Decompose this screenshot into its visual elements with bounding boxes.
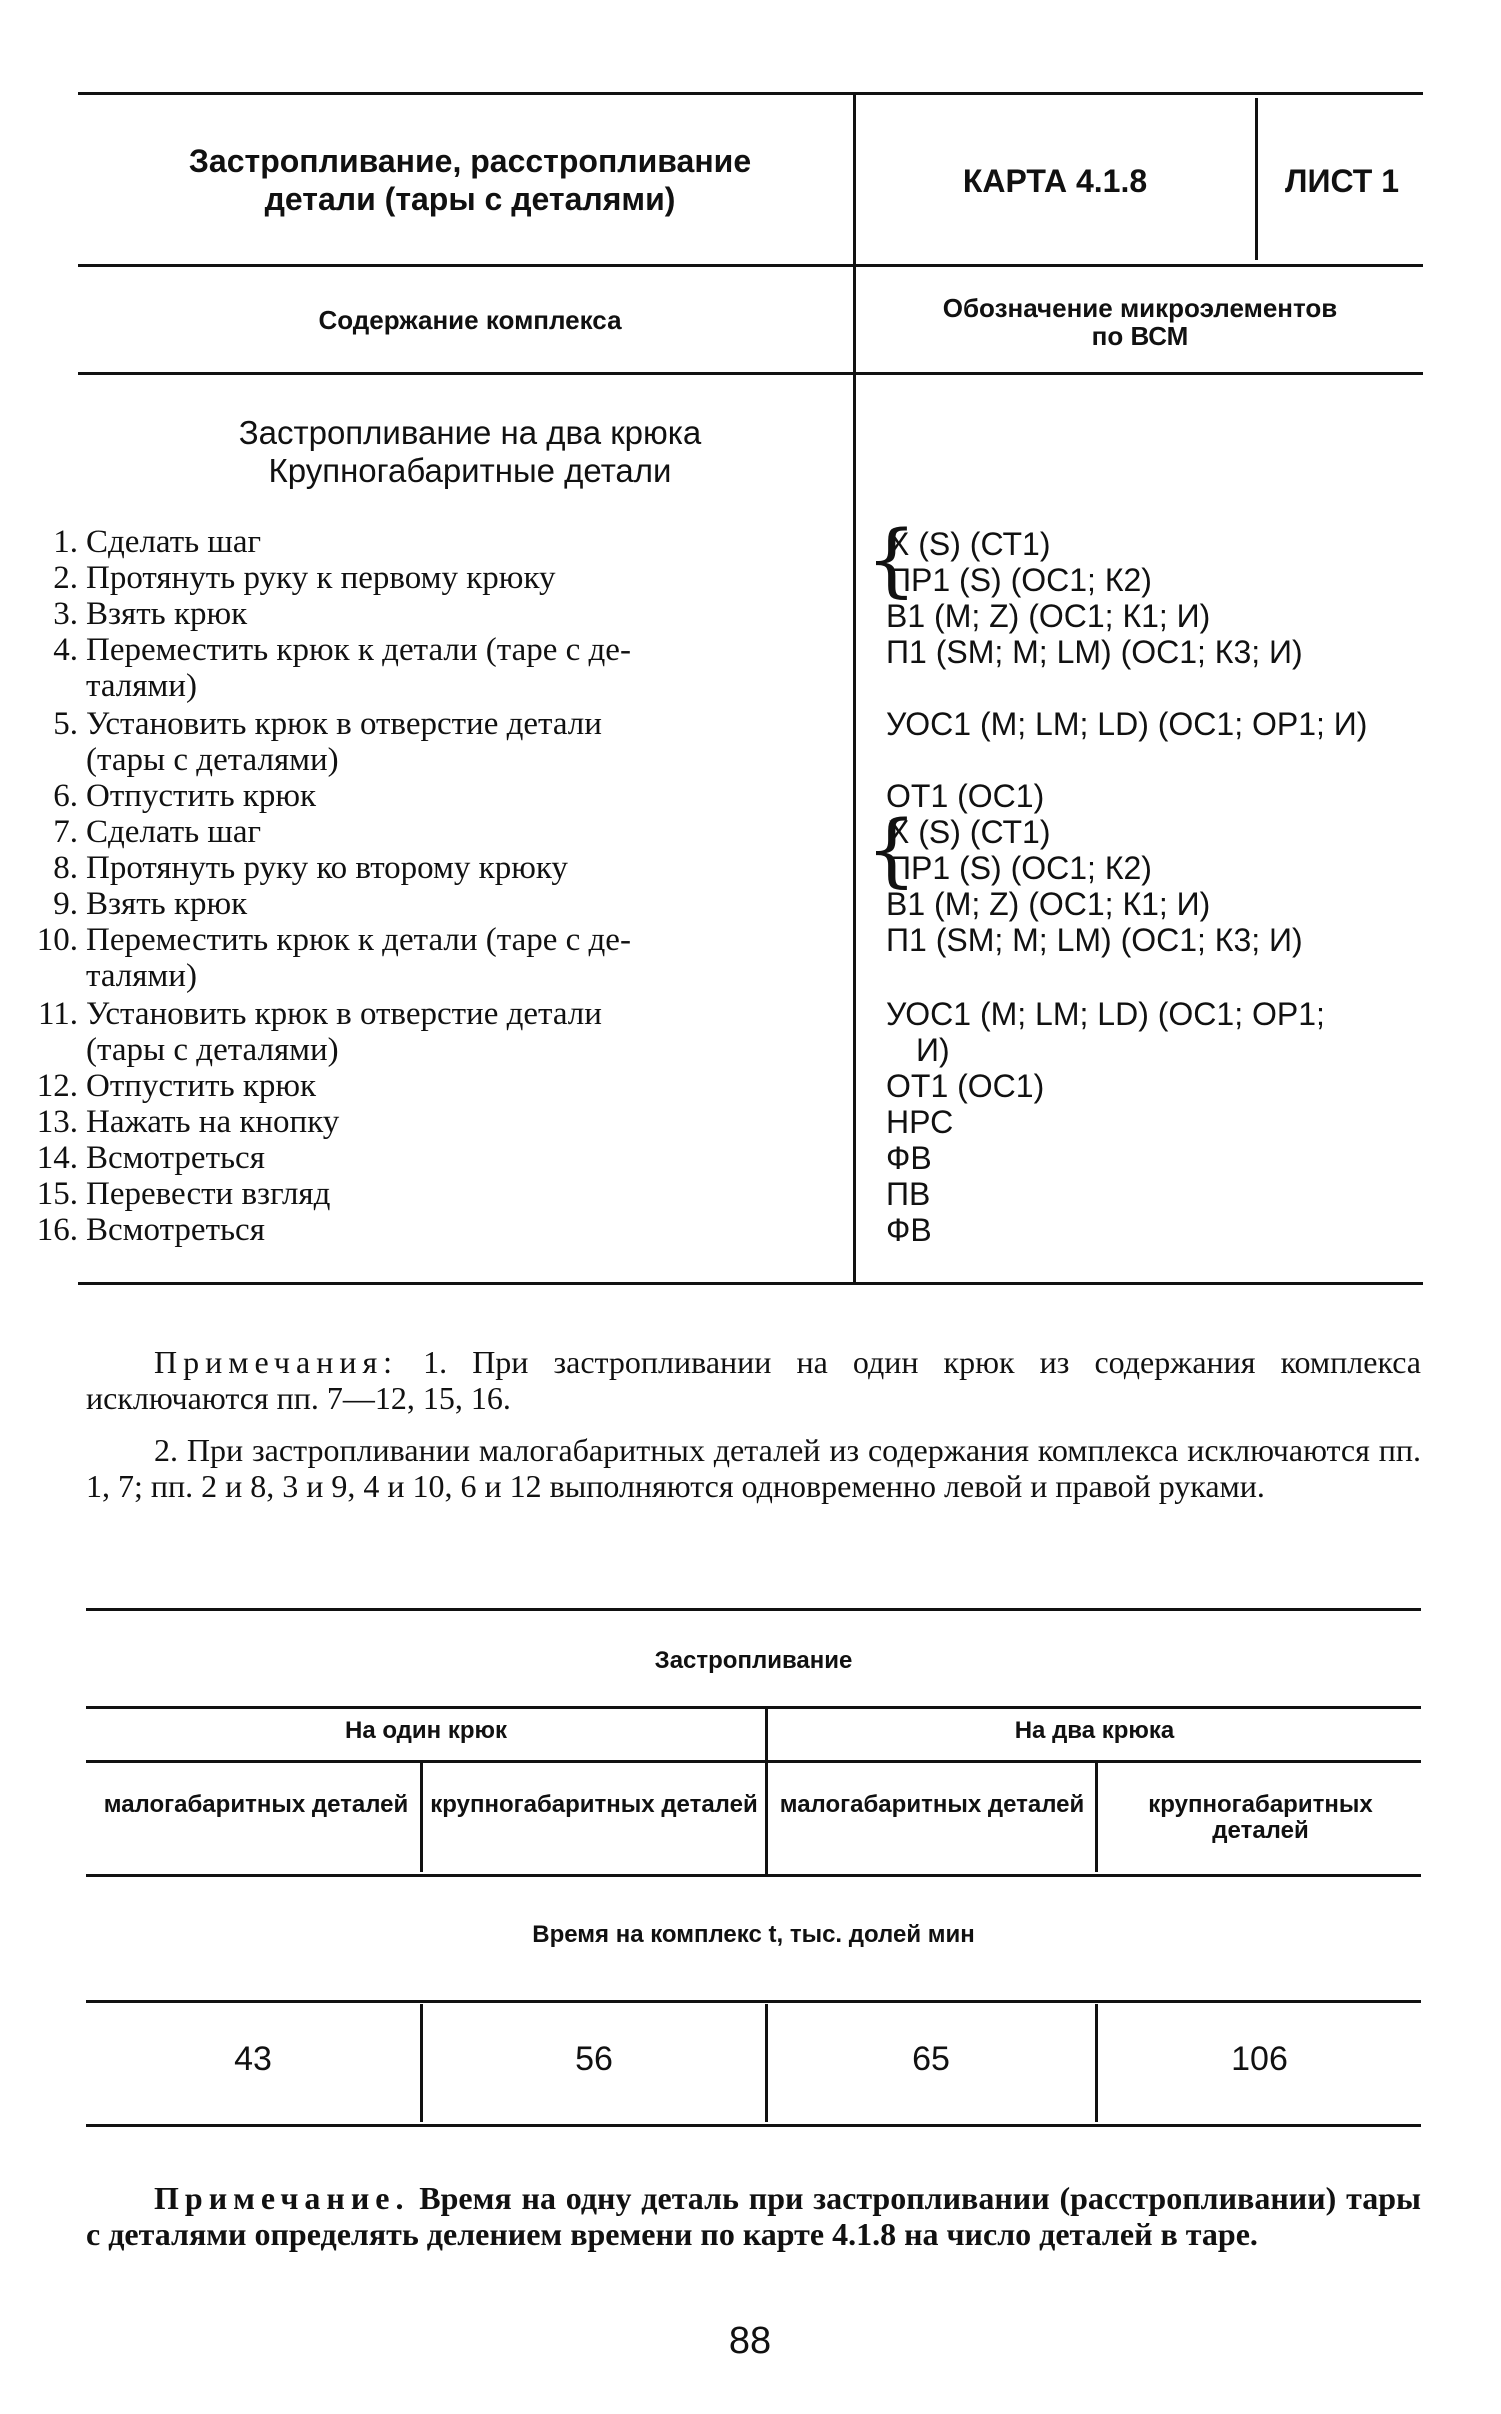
value-small-two-hooks: 65 <box>912 2040 950 2078</box>
step-11: 11. Установить крюк в отверстие детали <box>37 996 602 1032</box>
step-15: 15. Перевести взгляд <box>36 1176 331 1212</box>
section-title-line2: Крупногабаритные детали <box>268 452 672 489</box>
code-11: УОС1 (М; LМ; LD) (ОС1; ОР1; <box>886 996 1325 1032</box>
note-2: 2. При застропливании малогабаритных деталей из содержания комплекса исключаются пп. 1, 7; пп. 2 и 8, 3 и 9, 4 и 10, 6 и 12 выполняются одновременно левой и правой руками. <box>86 1432 1421 1504</box>
step-13: 13. Нажать на кнопку <box>36 1104 340 1140</box>
step-4: 4. Переместить крюк к детали (таре с де- <box>53 632 631 668</box>
values-top-rule <box>86 2000 1421 2003</box>
header-divider <box>853 92 856 1282</box>
footer-note <box>86 2180 1421 2252</box>
group-divider <box>765 1708 768 1874</box>
note-1-text: 1. При застропливании на один крюк из содержания комплекса исключаются пп. 7—12, 15, 16. <box>86 1344 1421 1416</box>
codes-header-line1: Обозначение микроэлементов <box>942 293 1338 323</box>
col-small-two-hooks: малогабаритных деталей <box>779 1791 1085 1818</box>
step-10: 10. Переместить крюк к детали (таре с де- <box>36 922 631 958</box>
step-6: 6. Отпустить крюк <box>53 778 317 814</box>
values-bottom-rule <box>86 2124 1421 2127</box>
brace-group-1: { <box>866 513 917 606</box>
step-16: 16. Всмотреться <box>36 1212 265 1248</box>
code-16: ФВ <box>886 1212 932 1248</box>
time-table-title-rule <box>86 1706 1421 1709</box>
code-15: ПВ <box>886 1176 931 1212</box>
group-rule <box>86 1760 1421 1763</box>
code-11-cont: И) <box>916 1032 950 1068</box>
columns-bottom-rule <box>78 372 1423 375</box>
value-large-two-hooks: 106 <box>1231 2040 1288 2078</box>
time-label: Время на комплекс t, тыс. долей мин <box>532 1921 975 1948</box>
code-10: П1 (SМ; М; LМ) (ОС1; К3; И) <box>886 922 1303 958</box>
col-large-one-hook: крупногабаритных деталей <box>430 1791 758 1818</box>
code-12: ОТ1 (ОС1) <box>886 1068 1045 1104</box>
footer-note-text: Время на одну деталь при застропливании (расстропливании) тары с деталями определять делением времени по карте 4.1.8 на число деталей в таре. <box>86 2180 1421 2252</box>
step-7: 7. Сделать шаг <box>53 814 262 850</box>
card-number: КАРТА 4.1.8 <box>962 163 1148 199</box>
step-3: 3. Взять крюк <box>53 596 248 632</box>
code-8: ПР1 (S) (ОС1; К2) <box>888 850 1152 886</box>
group-one-hook: На один крюк <box>344 1717 508 1744</box>
code-1: X (S) (СТ1) <box>888 526 1051 562</box>
card-title-line2: детали (тары с деталями) <box>264 181 676 217</box>
sheet-number: ЛИСТ 1 <box>1285 163 1399 199</box>
code-14: ФВ <box>886 1140 932 1176</box>
section-title-line1: Застропливание на два крюка <box>238 414 702 451</box>
step-14: 14. Всмотреться <box>36 1140 265 1176</box>
step-11-cont: (тары с деталями) <box>86 1032 339 1068</box>
footer-note-label: Примечание. <box>154 2180 410 2216</box>
sheet-divider <box>1255 98 1258 260</box>
group-two-hooks: На два крюка <box>1014 1717 1175 1744</box>
card-title-line1: Застропливание, расстропливание <box>188 143 752 179</box>
step-9: 9. Взять крюк <box>53 886 248 922</box>
col-small-one-hook: малогабаритных деталей <box>103 1791 409 1818</box>
val-divider-1 <box>420 2004 423 2122</box>
step-8: 8. Протянуть руку ко второму крюку <box>53 850 568 886</box>
content-column-header: Содержание комплекса <box>318 305 622 335</box>
notes-label: Примечания: <box>154 1344 399 1380</box>
section-title <box>100 414 840 490</box>
step-5-cont: (тары с деталями) <box>86 742 339 778</box>
code-13: НРС <box>886 1104 954 1140</box>
code-9: В1 (М; Z) (ОС1; К1; И) <box>886 886 1211 922</box>
card-title <box>120 142 820 218</box>
cols-rule <box>86 1874 1421 1877</box>
step-4-cont: талями) <box>86 668 197 704</box>
col-divider-1 <box>420 1762 423 1872</box>
brace-group-2: { <box>866 803 917 896</box>
step-5: 5. Установить крюк в отверстие детали <box>53 706 602 742</box>
step-12: 12. Отпустить крюк <box>36 1068 317 1104</box>
codes-header-line2: по ВСМ <box>1091 321 1189 351</box>
col-large-two-hooks: крупногабаритных деталей <box>1148 1791 1373 1844</box>
step-1: 1. Сделать шаг <box>53 524 262 560</box>
value-small-one-hook: 43 <box>234 2040 272 2078</box>
main-table-bottom-rule <box>78 1282 1423 1285</box>
code-2: ПР1 (S) (ОС1; К2) <box>888 562 1152 598</box>
code-5: УОС1 (М; LМ; LD) (ОС1; ОР1; И) <box>886 706 1368 742</box>
value-large-one-hook: 56 <box>575 2040 613 2078</box>
code-6: ОТ1 (ОС1) <box>886 778 1045 814</box>
code-4: П1 (SМ; М; LМ) (ОС1; К3; И) <box>886 634 1303 670</box>
step-2: 2. Протянуть руку к первому крюку <box>53 560 556 596</box>
time-table-top-rule <box>86 1608 1421 1611</box>
code-3: В1 (М; Z) (ОС1; К1; И) <box>886 598 1211 634</box>
step-10-cont: талями) <box>86 958 197 994</box>
time-table-title: Застропливание <box>654 1647 853 1674</box>
header-mid-rule <box>78 264 1423 267</box>
code-7: X (S) (СТ1) <box>888 814 1051 850</box>
note-1 <box>86 1344 1421 1416</box>
col-divider-3 <box>1095 1762 1098 1872</box>
page-number: 88 <box>728 2320 772 2362</box>
codes-column-header <box>870 294 1410 350</box>
header-top-rule <box>78 92 1423 95</box>
